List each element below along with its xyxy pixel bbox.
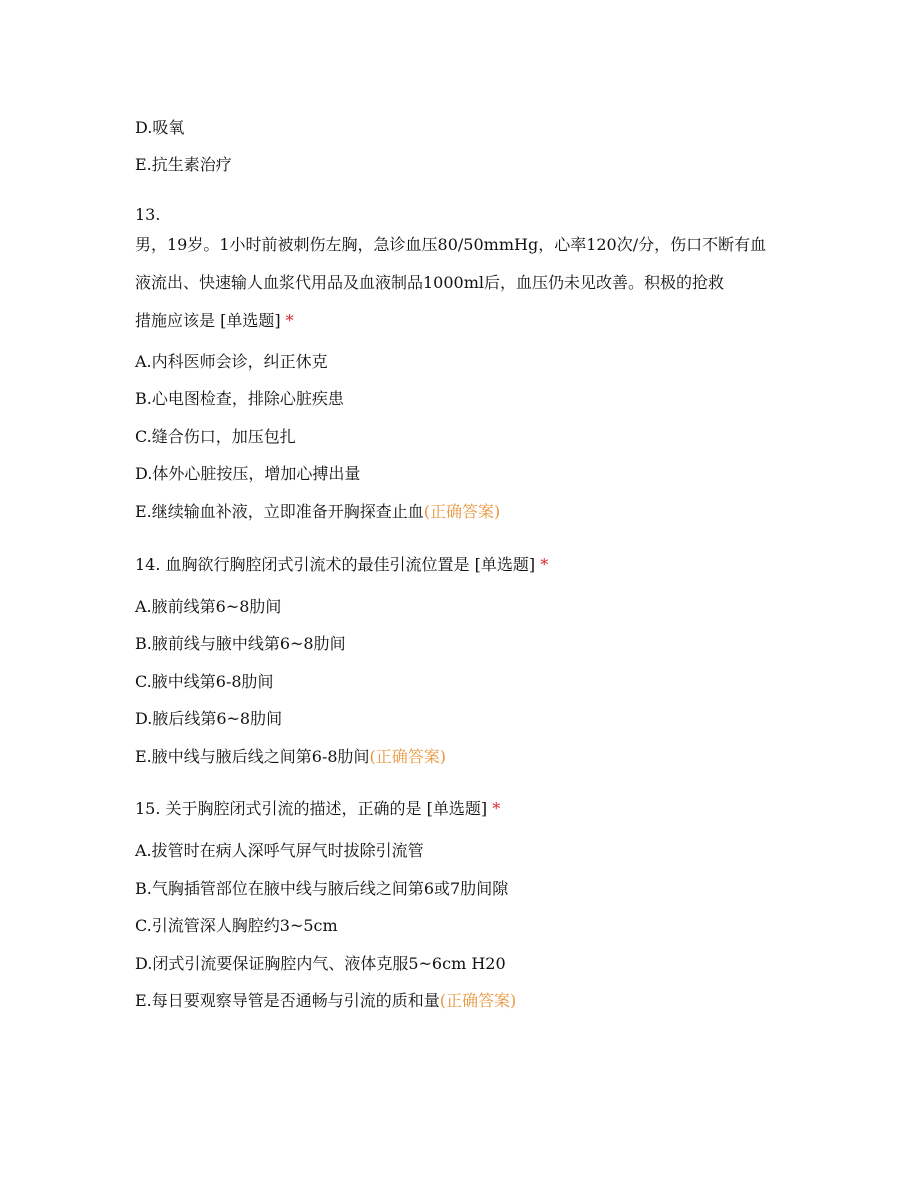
- q15-option-b: B.气胸插管部位在腋中线与腋后线之间第6或7肋间隙: [135, 879, 509, 898]
- q14-option-e-text: E.腋中线与腋后线之间第6-8肋间: [135, 747, 370, 766]
- q15-option-d: D.闭式引流要保证胸腔内气、液体克服5~6cm H20: [135, 954, 506, 973]
- q14-option-c: C.腋中线第6-8肋间: [135, 672, 274, 691]
- q14-option-d: D.腋后线第6~8肋间: [135, 709, 283, 728]
- correct-answer-tag: (正确答案): [369, 747, 447, 766]
- q13-stem-line-3-text: 措施应该是 [单选题]: [135, 311, 281, 330]
- required-star: *: [540, 555, 549, 574]
- q14-stem-text: 14. 血胸欲行胸腔闭式引流术的最佳引流位置是 [单选题]: [135, 555, 536, 574]
- required-star: *: [492, 799, 501, 818]
- q13-option-e: [135, 502, 785, 522]
- q14-stem: [135, 555, 785, 575]
- q15-option-e-text: E.每日要观察导管是否通畅与引流的质和量: [135, 991, 440, 1010]
- q15-stem-text: 15. 关于胸腔闭式引流的描述，正确的是 [单选题]: [135, 799, 488, 818]
- correct-answer-tag: (正确答案): [423, 502, 501, 521]
- correct-answer-tag: (正确答案): [439, 991, 517, 1010]
- q15-option-a: A.拔管时在病人深呼气屏气时拔除引流管: [135, 841, 424, 860]
- q14-option-a: A.腋前线第6~8肋间: [135, 597, 282, 616]
- q13-option-d: D.体外心脏按压，增加心搏出量: [135, 464, 361, 483]
- q13-number: 13.: [135, 205, 161, 224]
- q13-option-e-text: E.继续输血补液，立即准备开胸探查止血: [135, 502, 424, 521]
- q15-option-e: [135, 991, 785, 1011]
- q14-option-b: B.腋前线与腋中线第6~8肋间: [135, 634, 346, 653]
- q13-stem-line-1: 男，19岁。1小时前被刺伤左胸，急诊血压80/50mmHg，心率120次/分，伤口不断有血: [135, 235, 767, 254]
- q12-option-d: D.吸氧: [135, 118, 185, 137]
- q13-stem: [135, 226, 785, 340]
- q13-option-a: A.内科医师会诊，纠正休克: [135, 352, 328, 371]
- q13-stem-line-3: [135, 302, 785, 340]
- q13-option-c: C.缝合伤口，加压包扎: [135, 427, 296, 446]
- q13-stem-line-2: 液流出、快速输人血浆代用品及血液制品1000ml后，血压仍未见改善。积极的抢救: [135, 273, 725, 292]
- required-star: *: [285, 311, 294, 330]
- q14-option-e: [135, 747, 785, 767]
- q12-option-e: E.抗生素治疗: [135, 155, 232, 174]
- q15-stem: [135, 799, 785, 819]
- q15-option-c: C.引流管深人胸腔约3~5cm: [135, 916, 338, 935]
- q13-option-b: B.心电图检查，排除心脏疾患: [135, 389, 344, 408]
